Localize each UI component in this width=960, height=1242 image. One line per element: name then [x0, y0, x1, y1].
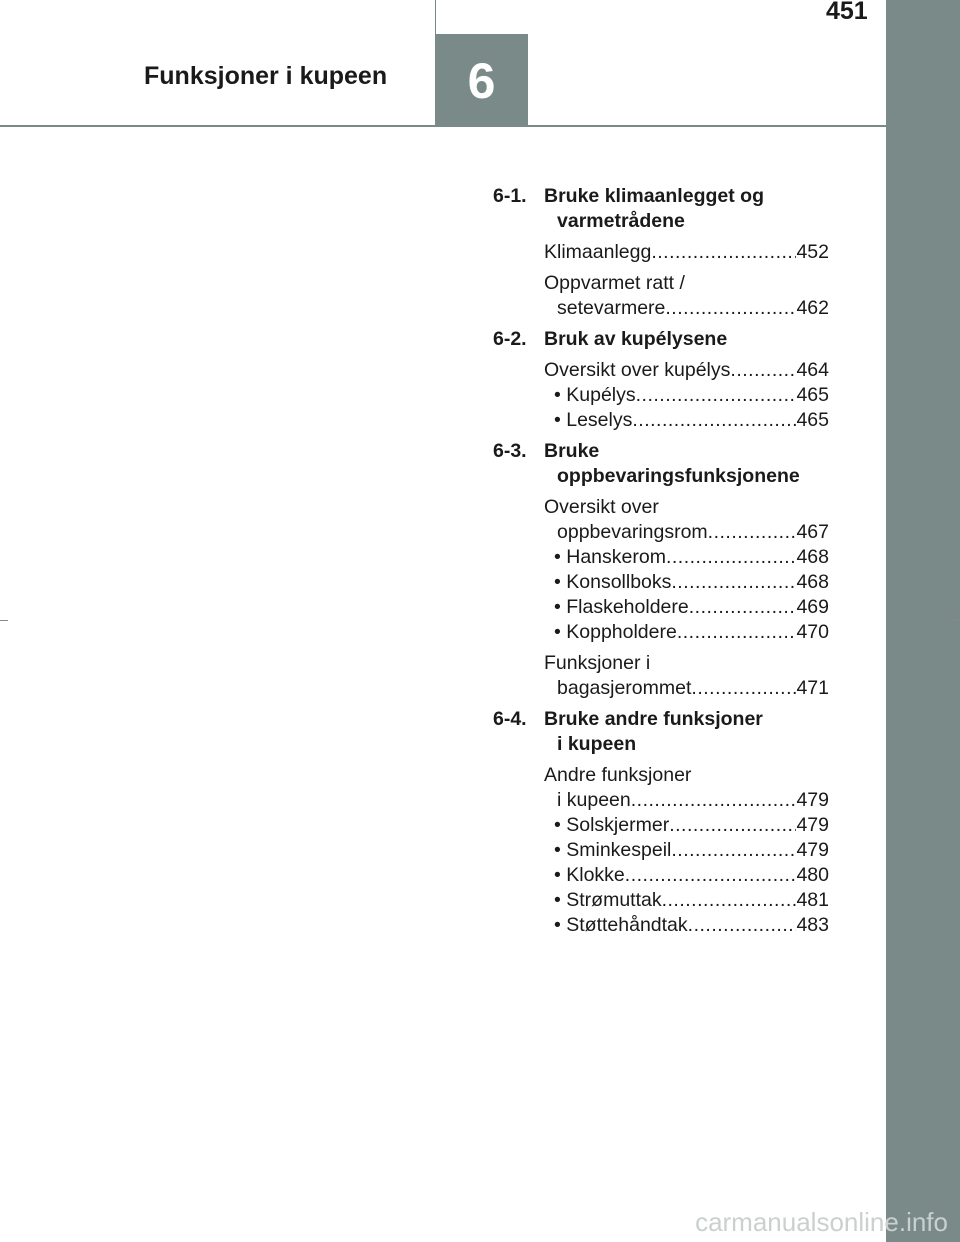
- toc-section-6-1: [493, 184, 829, 321]
- section-number: 6-1.: [493, 185, 527, 207]
- section-number: 6-2.: [493, 328, 527, 350]
- entry-label: • Strømuttak: [554, 889, 662, 911]
- section-heading: [493, 439, 829, 489]
- toc-subentry[interactable]: [544, 838, 829, 863]
- crop-mark-right: [952, 620, 960, 621]
- chapter-title: Funksjoner i kupeen: [144, 62, 388, 90]
- entry-page: 480: [796, 864, 829, 886]
- page-number: 451: [826, 0, 868, 25]
- entry-label: Oppvarmet ratt /: [544, 272, 685, 294]
- section-number: 6-4.: [493, 708, 527, 730]
- toc-subentry[interactable]: [544, 863, 829, 888]
- entry-label: Oversikt over: [544, 496, 659, 518]
- crop-mark-left: [0, 620, 8, 621]
- toc-entry[interactable]: [544, 651, 829, 701]
- toc-section-6-3: [493, 439, 829, 701]
- entry-label: • Kupélys: [554, 384, 636, 406]
- toc-entry[interactable]: [544, 520, 829, 545]
- section-title-line: Bruke: [544, 440, 600, 462]
- section-heading: [493, 327, 829, 352]
- toc-subentry[interactable]: [544, 913, 829, 938]
- entry-label: • Koppholdere: [554, 621, 677, 643]
- toc-entry[interactable]: [544, 240, 829, 265]
- entry-page: 481: [796, 889, 829, 911]
- entry-page: 471: [796, 677, 829, 699]
- dot-leader: [631, 788, 797, 813]
- toc-subentry[interactable]: [544, 813, 829, 838]
- entry-label: Andre funksjoner: [544, 764, 692, 786]
- toc-entry-group: [544, 495, 829, 645]
- dot-leader: [666, 545, 797, 570]
- entry-label: Funksjoner i: [544, 652, 651, 674]
- section-title-line: varmetrådene: [557, 210, 685, 232]
- entry-page: 462: [796, 297, 829, 319]
- section-title-line: oppbevaringsfunksjonene: [557, 465, 800, 487]
- entry-label: • Støttehåndtak: [554, 914, 688, 936]
- entry-page: 479: [796, 814, 829, 836]
- toc-entry-group: [544, 763, 829, 938]
- toc-entry[interactable]: [544, 788, 829, 813]
- entry-label: • Sminkespeil: [554, 839, 672, 861]
- toc-subentry[interactable]: [544, 888, 829, 913]
- chapter-number-box: [435, 34, 528, 127]
- entry-label: i kupeen: [557, 789, 631, 811]
- entry-label: • Solskjermer: [554, 814, 670, 836]
- dot-leader: [632, 408, 796, 433]
- table-of-contents: [493, 184, 829, 944]
- dot-leader: [730, 358, 796, 383]
- section-title-line: i kupeen: [557, 733, 637, 755]
- entry-page: 479: [796, 839, 829, 861]
- entry-label: • Leselys: [554, 409, 633, 431]
- dot-leader: [677, 620, 797, 645]
- section-number: 6-3.: [493, 440, 527, 462]
- entry-page: 468: [796, 546, 829, 568]
- section-heading: [493, 184, 829, 234]
- entry-page: 464: [796, 359, 829, 381]
- section-title: [544, 707, 829, 757]
- dot-leader: [636, 383, 797, 408]
- toc-subentry[interactable]: [544, 620, 829, 645]
- toc-section-6-4: [493, 707, 829, 938]
- section-title: [544, 184, 829, 234]
- dot-leader: [671, 838, 796, 863]
- entry-page: 468: [796, 571, 829, 593]
- entry-label: bagasjerommet: [557, 677, 692, 699]
- entry-label: setevarmere: [557, 297, 666, 319]
- section-title: Bruk av kupélysene: [544, 328, 728, 350]
- dot-leader: [691, 676, 796, 701]
- entry-label: • Klokke: [554, 864, 625, 886]
- entry-page: 465: [796, 384, 829, 406]
- toc-subentry[interactable]: [544, 383, 829, 408]
- entry-page: 479: [796, 789, 829, 811]
- dot-leader: [689, 595, 797, 620]
- section-heading: [493, 707, 829, 757]
- entry-label: • Hanskerom: [554, 546, 666, 568]
- header-divider: [435, 0, 436, 34]
- entry-label: • Konsollboks: [554, 571, 672, 593]
- toc-entry[interactable]: [544, 271, 829, 321]
- chapter-side-tab: [886, 0, 960, 1242]
- entry-page: 470: [796, 621, 829, 643]
- section-title: [544, 439, 829, 489]
- entry-page: 483: [796, 914, 829, 936]
- section-title-line: Bruke andre funksjoner: [544, 708, 763, 730]
- section-title-line: Bruke klimaanlegget og: [544, 185, 764, 207]
- chapter-number: 6: [467, 52, 496, 109]
- dot-leader: [662, 888, 797, 913]
- entry-page: 452: [796, 241, 829, 263]
- toc-entry[interactable]: [544, 358, 829, 383]
- dot-leader: [651, 240, 796, 265]
- entry-page: 469: [796, 596, 829, 618]
- toc-subentry[interactable]: [544, 570, 829, 595]
- dot-leader: [688, 913, 797, 938]
- entry-label: • Flaskeholdere: [554, 596, 689, 618]
- dot-leader: [665, 296, 796, 321]
- dot-leader: [625, 863, 797, 888]
- toc-subentry[interactable]: [544, 545, 829, 570]
- toc-entry-group: [544, 358, 829, 433]
- watermark: carmanualsonline.info: [695, 1207, 948, 1237]
- entry-page: 467: [796, 521, 829, 543]
- toc-subentry[interactable]: [544, 408, 829, 433]
- dot-leader: [708, 520, 797, 545]
- entry-label: Klimaanlegg: [544, 241, 652, 263]
- toc-subentry[interactable]: [544, 595, 829, 620]
- toc-section-6-2: [493, 327, 829, 433]
- entry-label: oppbevaringsrom: [557, 521, 708, 543]
- dot-leader: [671, 570, 796, 595]
- entry-page: 465: [796, 409, 829, 431]
- entry-label: Oversikt over kupélys: [544, 359, 731, 381]
- dot-leader: [669, 813, 796, 838]
